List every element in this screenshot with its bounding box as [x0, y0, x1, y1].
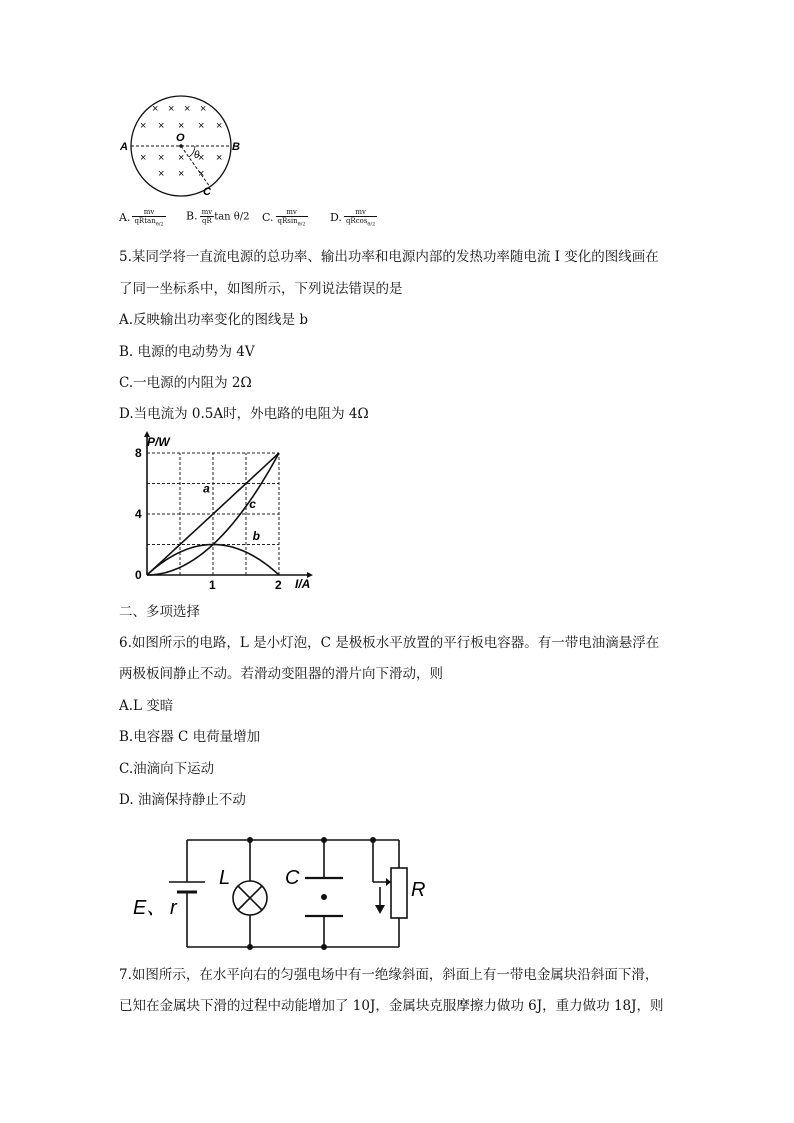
field-cross-mark: ×	[216, 120, 223, 132]
q4-option-a: A. $\frac{mv}{qRtan_{\theta/2}}$	[119, 208, 164, 228]
center-dot	[179, 144, 183, 148]
q6-option-a: A.L 变暗	[119, 698, 174, 714]
y-tick-label: 4	[135, 507, 142, 521]
junction-dot	[321, 837, 327, 843]
label-r: r	[170, 897, 177, 919]
q4-option-d: D. $\frac{mv}{qRcos_{\theta/2}}$	[330, 208, 376, 228]
field-cross-mark: ×	[184, 103, 191, 115]
field-cross-mark: ×	[198, 168, 205, 180]
chart-ylabel: P/W	[147, 435, 170, 449]
label-c: C	[203, 186, 211, 198]
field-cross-mark: ×	[140, 152, 147, 164]
q6-option-b: B.电容器 C 电荷量增加	[119, 729, 261, 745]
q5-option-d: D.当电流为 0.5A时，外电路的电阻为 4Ω	[119, 406, 369, 422]
label-theta: θ	[194, 150, 200, 161]
chart-xlabel: I/A	[295, 577, 311, 591]
x-tick-label: 2	[275, 578, 282, 592]
junction-dot	[247, 837, 253, 843]
field-cross-mark: ×	[158, 120, 165, 132]
q5-option-a: A.反映输出功率变化的图线是 b	[119, 312, 308, 328]
label-r-rheostat: R	[411, 879, 426, 901]
q6-stem-line2: 两极板间静止不动。若滑动变阻器的滑片向下滑动，则	[119, 666, 443, 682]
q6-option-d: D. 油滴保持静止不动	[119, 792, 246, 808]
circuit-diagram	[125, 832, 435, 954]
label-e: E、	[133, 897, 167, 919]
label-a: A	[120, 141, 128, 153]
power-current-chart	[115, 430, 335, 595]
label-o: O	[176, 132, 185, 144]
q6-stem-line1: 6.如图所示的电路，L 是小灯泡，C 是极板水平放置的平行板电容器。有一带电油滴悬浮在	[119, 635, 660, 651]
field-cross-mark: ×	[198, 120, 205, 132]
series-label-c: c	[249, 496, 256, 511]
field-cross-mark: ×	[216, 152, 223, 164]
junction-dot	[247, 944, 253, 950]
slider-arrowhead	[375, 905, 385, 914]
section-title: 二、多项选择	[119, 604, 200, 620]
field-cross-mark: ×	[158, 168, 165, 180]
q5-stem-line2: 了同一坐标系中，如图所示，下列说法错误的是	[119, 281, 403, 297]
field-cross-mark: ×	[168, 103, 175, 115]
q5-option-c: C.一电源的内阻为 2Ω	[119, 375, 252, 391]
series-label-b: b	[252, 528, 260, 543]
label-c: C	[285, 867, 300, 889]
x-tick-label: 1	[209, 578, 216, 592]
q5-stem-line1: 5.某同学将一直流电源的总功率、输出功率和电源内部的发热功率随电流 I 变化的图线画在	[119, 249, 659, 265]
junction-dot	[321, 944, 327, 950]
q4-option-c: C. $\frac{mv}{qRsin_{\theta/2}}$	[262, 208, 306, 228]
x-tick-label: 0	[135, 568, 142, 582]
oil-drop	[321, 894, 327, 900]
q5-option-b: B. 电源的电动势为 4V	[119, 344, 255, 360]
y-tick-label: 8	[135, 446, 142, 460]
rheostat-icon	[391, 868, 407, 918]
field-cross-mark: ×	[198, 152, 205, 164]
series-label-a: a	[203, 481, 210, 496]
field-cross-mark: ×	[178, 152, 185, 164]
q7-line2: 已知在金属块下滑的过程中动能增加了 10J，金属块克服摩擦力做功 6J，重力做功 18J，则	[119, 998, 664, 1014]
junction-dot	[370, 837, 376, 843]
field-cross-mark: ×	[178, 120, 185, 132]
field-cross-mark: ×	[158, 152, 165, 164]
q6-option-c: C.油滴向下运动	[119, 761, 215, 777]
field-cross-mark: ×	[152, 103, 159, 115]
label-l: L	[219, 867, 231, 889]
field-cross-mark: ×	[200, 103, 207, 115]
magnetic-field-figure	[115, 95, 250, 200]
q7-line1: 7.如图所示，在水平向右的匀强电场中有一绝缘斜面，斜面上有一带电金属块沿斜面下滑，	[119, 967, 659, 983]
q4-option-b: B. $\frac{mv}{qR}$ tan θ/2	[186, 208, 250, 225]
label-b: B	[232, 141, 240, 153]
field-cross-mark: ×	[178, 168, 185, 180]
field-cross-mark: ×	[140, 120, 147, 132]
